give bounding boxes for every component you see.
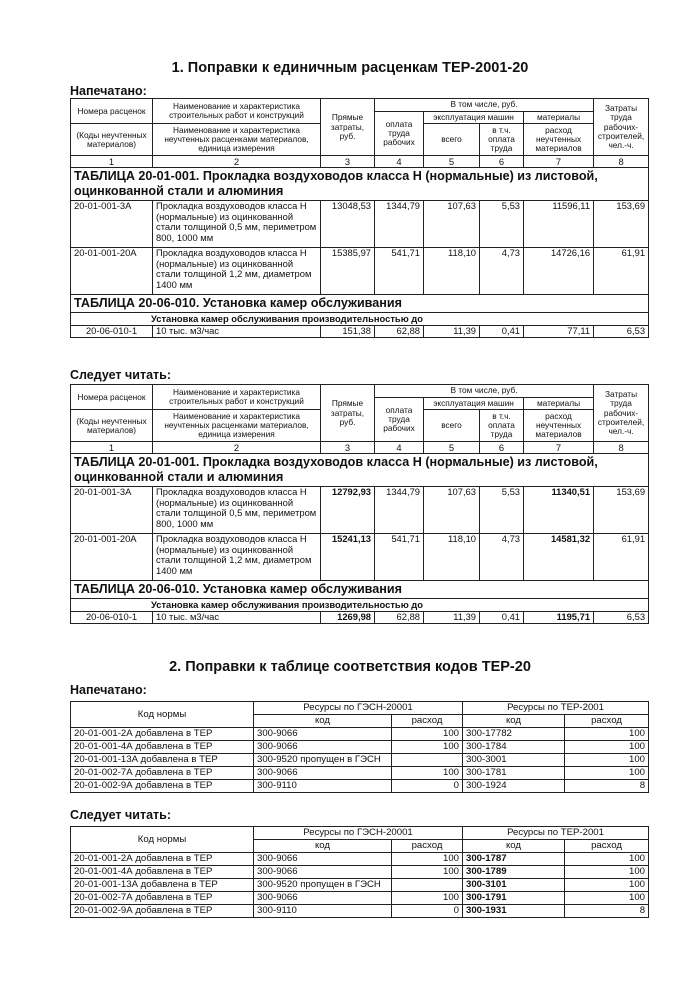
col-number: 5 [424, 442, 480, 454]
norm-code: 20-01-001-13А добавлена в ТЕР [71, 754, 254, 767]
gesn-code: 300-9066 [254, 866, 392, 879]
header-gesn-consumption: расход [392, 840, 463, 853]
ter-code: 300-3101 [463, 879, 565, 892]
rate-name: 10 тыс. м3/час [153, 326, 321, 338]
header-labor-costs: Затраты труда рабочих-строителей, чел.-ч. [594, 385, 649, 442]
header-ter-code: код [463, 840, 565, 853]
printed-rates-table [70, 98, 649, 338]
rate-code: 20-01-001-20А [71, 248, 153, 295]
ter-code: 300-1931 [463, 905, 565, 918]
header-gesn-resources: Ресурсы по ГЭСН-20001 [254, 827, 463, 840]
header-code-norm: Код нормы [71, 827, 254, 853]
norm-code: 20-01-001-2А добавлена в ТЕР [71, 728, 254, 741]
table-row [71, 905, 649, 918]
norm-code: 20-01-001-4А добавлена в ТЕР [71, 866, 254, 879]
ter-code: 300-1789 [463, 866, 565, 879]
direct-costs: 1269,98 [321, 612, 375, 624]
col-number: 6 [480, 442, 524, 454]
header-gesn-resources: Ресурсы по ГЭСН-20001 [254, 702, 463, 715]
ter-code: 300-3001 [463, 754, 565, 767]
correct-label-2: Следует читать: [70, 808, 171, 822]
col-number: 2 [153, 442, 321, 454]
gesn-consumption [392, 754, 463, 767]
rate-code: 20-01-001-3А [71, 201, 153, 248]
wage-value: 1344,79 [375, 487, 424, 534]
table-row [71, 754, 649, 767]
header-wage: оплата труда рабочих [375, 398, 424, 442]
ter-consumption: 100 [565, 853, 649, 866]
correct-rates-table [70, 384, 649, 624]
gesn-consumption: 100 [392, 728, 463, 741]
ter-code: 300-1791 [463, 892, 565, 905]
gesn-consumption: 100 [392, 741, 463, 754]
machines-value: 118,10 [424, 534, 480, 581]
wage-value: 1344,79 [375, 201, 424, 248]
machines-wage-value: 5,53 [480, 201, 524, 248]
col-number: 8 [594, 156, 649, 168]
header-ter-code: код [463, 715, 565, 728]
rate-name: Прокладка воздуховодов класса Н (нормальные) из оцинкованной стали толщиной 1,2 мм, диаметром 1400 мм [153, 248, 321, 295]
header-gesn-code: код [254, 715, 392, 728]
materials-value: 14726,16 [524, 248, 594, 295]
header-including: В том числе, руб. [375, 385, 594, 398]
machines-wage-value: 4,73 [480, 534, 524, 581]
labor-value: 61,91 [594, 534, 649, 581]
ter-consumption: 8 [565, 905, 649, 918]
ter-code: 300-1784 [463, 741, 565, 754]
ter-consumption: 100 [565, 728, 649, 741]
header-direct-costs: Прямые затраты, руб. [321, 385, 375, 442]
norm-code: 20-01-001-2А добавлена в ТЕР [71, 853, 254, 866]
norm-code: 20-01-001-4А добавлена в ТЕР [71, 741, 254, 754]
header-machines: эксплуатация машин [424, 112, 524, 124]
header-material-name: Наименование и характеристика неучтенных расценками материалов, единица измерения [153, 124, 321, 156]
table-row [71, 879, 649, 892]
ter-consumption: 100 [565, 754, 649, 767]
header-ter-consumption: расход [565, 715, 649, 728]
col-number: 3 [321, 442, 375, 454]
gesn-consumption [392, 879, 463, 892]
header-rate-numbers: Номера расценок [71, 385, 153, 410]
materials-value: 1195,71 [524, 612, 594, 624]
col-number: 8 [594, 442, 649, 454]
ter-consumption: 100 [565, 866, 649, 879]
materials-value: 11340,51 [524, 487, 594, 534]
norm-code: 20-01-002-7А добавлена в ТЕР [71, 767, 254, 780]
labor-value: 6,53 [594, 326, 649, 338]
correct-codes-table [70, 826, 649, 918]
section1-title: 1. Поправки к единичным расценкам ТЕР-2001-20 [171, 60, 529, 76]
direct-costs: 13048,53 [321, 201, 375, 248]
header-materials: материалы [524, 112, 594, 124]
table-row [71, 866, 649, 879]
rate-name: 10 тыс. м3/час [153, 612, 321, 624]
table-row [71, 741, 649, 754]
rate-code: 20-06-010-1 [71, 326, 153, 338]
col-number: 4 [375, 442, 424, 454]
col-number: 2 [153, 156, 321, 168]
header-work-name: Наименование и характеристика строительных работ и конструкций [153, 385, 321, 410]
table-row [71, 728, 649, 741]
machines-value: 107,63 [424, 487, 480, 534]
header-rate-numbers: Номера расценок [71, 99, 153, 124]
header-material-name: Наименование и характеристика неучтенных расценками материалов, единица измерения [153, 410, 321, 442]
col-number: 3 [321, 156, 375, 168]
gesn-consumption: 100 [392, 767, 463, 780]
ter-code: 300-1787 [463, 853, 565, 866]
ter-consumption: 100 [565, 767, 649, 780]
ter-code: 300-1924 [463, 780, 565, 793]
table-section-title: ТАБЛИЦА 20-01-001. Прокладка воздуховодов класса Н (нормальные) из листовой, оцинкованной стали и алюминия [71, 454, 649, 487]
table-row [71, 892, 649, 905]
materials-value: 77,11 [524, 326, 594, 338]
table-section-title: ТАБЛИЦА 20-06-010. Установка камер обслуживания [71, 295, 649, 313]
norm-code: 20-01-002-9А добавлена в ТЕР [71, 780, 254, 793]
gesn-consumption: 100 [392, 853, 463, 866]
labor-value: 61,91 [594, 248, 649, 295]
header-machines-wage: в т.ч. оплата труда [480, 124, 524, 156]
machines-value: 11,39 [424, 612, 480, 624]
machines-value: 118,10 [424, 248, 480, 295]
machines-wage-value: 5,53 [480, 487, 524, 534]
header-material-codes: (Коды неучтенных материалов) [71, 124, 153, 156]
correct-label-1: Следует читать: [70, 368, 171, 382]
direct-costs: 15241,13 [321, 534, 375, 581]
header-direct-costs: Прямые затраты, руб. [321, 99, 375, 156]
col-number: 6 [480, 156, 524, 168]
direct-costs: 151,38 [321, 326, 375, 338]
gesn-code: 300-9520 пропущен в ГЭСН [254, 879, 392, 892]
header-machines-wage: в т.ч. оплата труда [480, 410, 524, 442]
materials-value: 14581,32 [524, 534, 594, 581]
gesn-consumption: 0 [392, 905, 463, 918]
rate-name: Прокладка воздуховодов класса Н (нормальные) из оцинкованной стали толщиной 0,5 мм, периметром 800, 1000 мм [153, 201, 321, 248]
gesn-code: 300-9110 [254, 780, 392, 793]
col-number: 1 [71, 442, 153, 454]
ter-consumption: 100 [565, 879, 649, 892]
rate-code: 20-01-001-3А [71, 487, 153, 534]
ter-code: 300-1781 [463, 767, 565, 780]
wage-value: 541,71 [375, 248, 424, 295]
table-row [71, 853, 649, 866]
printed-codes-table [70, 701, 649, 793]
machines-wage-value: 0,41 [480, 326, 524, 338]
direct-costs: 15385,97 [321, 248, 375, 295]
materials-value: 11596,11 [524, 201, 594, 248]
gesn-code: 300-9110 [254, 905, 392, 918]
gesn-consumption: 100 [392, 892, 463, 905]
rate-code: 20-06-010-1 [71, 612, 153, 624]
wage-value: 62,88 [375, 326, 424, 338]
norm-code: 20-01-001-13А добавлена в ТЕР [71, 879, 254, 892]
header-ter-consumption: расход [565, 840, 649, 853]
header-material-consumption: расход неучтенных материалов [524, 124, 594, 156]
header-material-codes: (Коды неучтенных материалов) [71, 410, 153, 442]
header-materials: материалы [524, 398, 594, 410]
col-number: 7 [524, 442, 594, 454]
ter-consumption: 100 [565, 892, 649, 905]
header-ter-resources: Ресурсы по ТЕР-2001 [463, 702, 649, 715]
machines-value: 11,39 [424, 326, 480, 338]
header-gesn-code: код [254, 840, 392, 853]
printed-label-1: Напечатано: [70, 84, 147, 98]
gesn-consumption: 0 [392, 780, 463, 793]
labor-value: 153,69 [594, 487, 649, 534]
header-including: В том числе, руб. [375, 99, 594, 112]
header-wage: оплата труда рабочих [375, 112, 424, 156]
machines-wage-value: 4,73 [480, 248, 524, 295]
header-machines-total: всего [424, 124, 480, 156]
machines-wage-value: 0,41 [480, 612, 524, 624]
table-section-title: ТАБЛИЦА 20-01-001. Прокладка воздуховодов класса Н (нормальные) из листовой, оцинкованной стали и алюминия [71, 168, 649, 201]
labor-value: 153,69 [594, 201, 649, 248]
gesn-code: 300-9066 [254, 767, 392, 780]
gesn-code: 300-9066 [254, 728, 392, 741]
norm-code: 20-01-002-7А добавлена в ТЕР [71, 892, 254, 905]
col-number: 4 [375, 156, 424, 168]
wage-value: 62,88 [375, 612, 424, 624]
table-subsection-title: Установка камер обслуживания производительностью до [71, 313, 649, 326]
table-row [71, 767, 649, 780]
machines-value: 107,63 [424, 201, 480, 248]
rate-name: Прокладка воздуховодов класса Н (нормальные) из оцинкованной стали толщиной 0,5 мм, периметром 800, 1000 мм [153, 487, 321, 534]
header-gesn-consumption: расход [392, 715, 463, 728]
gesn-consumption: 100 [392, 866, 463, 879]
header-machines-total: всего [424, 410, 480, 442]
col-number: 5 [424, 156, 480, 168]
header-labor-costs: Затраты труда рабочих-строителей, чел.-ч. [594, 99, 649, 156]
ter-consumption: 100 [565, 741, 649, 754]
col-number: 1 [71, 156, 153, 168]
section2-title: 2. Поправки к таблице соответствия кодов ТЕР-20 [169, 659, 531, 675]
rate-code: 20-01-001-20А [71, 534, 153, 581]
ter-code: 300-17782 [463, 728, 565, 741]
direct-costs: 12792,93 [321, 487, 375, 534]
ter-consumption: 8 [565, 780, 649, 793]
norm-code: 20-01-002-9А добавлена в ТЕР [71, 905, 254, 918]
gesn-code: 300-9066 [254, 741, 392, 754]
header-code-norm: Код нормы [71, 702, 254, 728]
printed-label-2: Напечатано: [70, 683, 147, 697]
wage-value: 541,71 [375, 534, 424, 581]
header-machines: эксплуатация машин [424, 398, 524, 410]
gesn-code: 300-9520 пропущен в ГЭСН [254, 754, 392, 767]
table-row [71, 780, 649, 793]
labor-value: 6,53 [594, 612, 649, 624]
gesn-code: 300-9066 [254, 892, 392, 905]
header-work-name: Наименование и характеристика строительных работ и конструкций [153, 99, 321, 124]
rate-name: Прокладка воздуховодов класса Н (нормальные) из оцинкованной стали толщиной 1,2 мм, диаметром 1400 мм [153, 534, 321, 581]
table-subsection-title: Установка камер обслуживания производительностью до [71, 599, 649, 612]
header-material-consumption: расход неучтенных материалов [524, 410, 594, 442]
col-number: 7 [524, 156, 594, 168]
header-ter-resources: Ресурсы по ТЕР-2001 [463, 827, 649, 840]
gesn-code: 300-9066 [254, 853, 392, 866]
table-section-title: ТАБЛИЦА 20-06-010. Установка камер обслуживания [71, 581, 649, 599]
